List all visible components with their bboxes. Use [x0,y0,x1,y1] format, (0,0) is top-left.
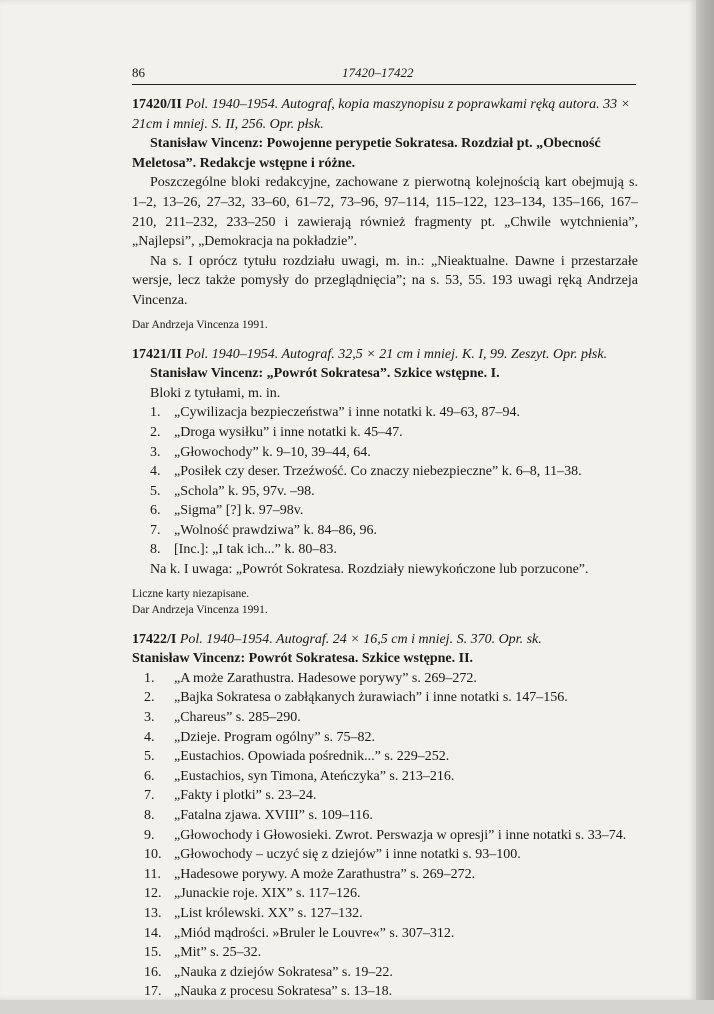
item-text: „Wolność prawdziwa” k. 84–86, 96. [174,522,377,538]
list-item [132,521,638,541]
item-number: 6. [150,503,161,519]
entry-title: Stanisław Vincenz: „Powrót Sokratesa”. Szkice wstępne. I. [150,366,500,382]
entry-meta: Pol. 1940–1954. Autograf. 24 × 16,5 cm i mniej. S. 370. Opr. sk. [179,631,542,647]
item-number: 8. [150,542,161,558]
entry-id: 17420/II [132,97,182,112]
list-item [132,845,638,865]
list-item [132,540,638,560]
list-item [132,688,638,708]
catalog-entry [132,95,638,333]
item-text: „Miód mądrości. »Bruler le Louvre«” s. 307–312. [174,925,455,941]
item-text: „Nauka z procesu Sokratesa” s. 13–18. [174,984,393,1000]
item-text: [Inc.]: „I tak ich...” k. 80–83. [174,542,337,558]
entry-note: Liczne karty niezapisane. [132,587,250,600]
item-text: „Posiłek czy deser. Trzeźwość. Co znaczy niebezpieczne” k. 6–8, 11–38. [174,464,582,480]
item-number: 1. [144,670,155,686]
entry-id: 17422/I [132,631,177,647]
list-item [132,806,638,826]
entry-header [132,345,638,365]
item-text: „Sigma” [?] k. 97–98v. [174,503,304,519]
list-item [132,963,638,983]
item-text: „Junackie roje. XIX” s. 117–126. [174,886,361,902]
item-number: 7. [150,522,161,538]
list-item [132,865,638,885]
item-number: 5. [150,483,161,499]
item-text: „List królewski. XX” s. 127–132. [174,905,363,921]
list-item [132,728,638,748]
item-text: „Fatalna zjawa. XVIII” s. 109–116. [174,808,373,823]
item-number: 7. [144,788,155,804]
list-item [132,708,638,728]
item-text: „Eustachios. Opowiada pośrednik...” s. 229–252. [174,749,450,765]
item-number: 14. [144,925,162,941]
list-item [132,982,638,1002]
item-text: „A może Zarathustra. Hadesowe porywy” s. 269–272. [174,670,477,686]
item-number: 16. [144,964,162,980]
item-text: „Cywilizacja bezpieczeństwa” i inne notatki k. 49–63, 87–94. [174,405,521,421]
list-item [132,943,638,963]
item-text: „Droga wysiłku” i inne notatki k. 45–47. [174,424,403,440]
item-text: „Schola” k. 95, 97v. –98. [174,483,315,499]
list-item [132,747,638,767]
entry-remark: Na k. I uwaga: „Powrót Sokratesa. Rozdziały niewykończone lub porzucone”. [150,562,589,578]
list-item [132,767,638,787]
item-number: 4. [144,729,155,745]
item-text: „Bajka Sokratesa o zabłąkanych żurawiach” i inne notatki s. 147–156. [174,690,568,706]
item-number: 1. [150,405,161,421]
entry-note: Dar Andrzeja Vincenza 1991. [132,603,268,616]
running-header [132,64,636,85]
item-number: 5. [144,749,155,765]
entry-meta: Pol. 1940–1954. Autograf. 32,5 × 21 cm i mniej. K. I, 99. Zeszyt. Opr. płsk. [185,346,608,362]
list-item [132,403,638,423]
item-list [132,403,638,560]
item-number: 3. [150,444,161,460]
item-number: 11. [144,866,161,882]
entry-note: Dar Andrzeja Vincenza 1991. [132,318,268,331]
list-item [132,826,638,846]
item-text: „Nauka z dziejów Sokratesa” s. 19–22. [174,964,393,980]
item-number: 8. [144,808,155,823]
item-number: 3. [144,710,155,726]
list-item [132,482,638,502]
item-list [132,669,638,1002]
item-text: „Hadesowe porywy. A może Zarathustra” s. 269–272. [174,866,476,882]
item-text: „Fakty i plotki” s. 23–24. [174,788,317,804]
item-number: 6. [144,768,155,784]
item-number: 12. [144,886,162,902]
item-number: 9. [144,827,155,843]
item-number: 2. [150,424,161,440]
entry-header [132,95,638,134]
entry-title: Stanisław Vincenz: Powojenne perypetie Sokratesa. Rozdział pt. „Obecność Meletosa”. Redakcje wstępne i różne. [132,136,601,171]
list-item [132,443,638,463]
item-number: 4. [150,464,161,480]
catalog-entry [132,345,638,618]
list-item [132,786,638,806]
item-text: „Chareus” s. 285–290. [174,710,301,726]
page-number: 86 [132,65,145,80]
list-item [132,423,638,443]
catalog-content [132,95,638,1014]
entry-paragraph: Poszczególne bloki redakcyjne, zachowane z pierwotną kolejnością kart obejmują s. 1–2, 13–26, 27–32, 33–60, 61–72, 73–96, 97–114, 115–122, 123–134, 135–166, 167–210, 211–232, 233–250 i zawierają również fragmenty pt. „Chwile wytchnienia”, „Najlepsi”, „Demokracja na pokładzie”. [132,175,638,250]
item-text: „Mit” s. 25–32. [174,945,262,961]
entry-paragraph: Na s. I oprócz tytułu rozdziału uwagi, m. in.: „Nieaktualne. Dawne i przestarzałe wersje, lecz także pomysły do przeglądnięcia”; na s. 53, 55. 193 uwagi ręką Andrzeja Vincenza. [132,253,638,308]
entry-header [132,630,638,650]
list-item [132,501,638,521]
list-item [132,924,638,944]
list-item [132,904,638,924]
item-number: 2. [144,690,155,706]
list-item [132,462,638,482]
list-item [132,669,638,689]
page-edge [696,0,714,1000]
item-number: 17. [144,984,162,1000]
entry-meta: Pol. 1940–1954. Autograf, kopia maszynopisu z poprawkami ręką autora. 33 × 21cm i mniej. S. II, 256. Opr. płsk. [132,97,631,132]
item-number: 13. [144,905,162,921]
entry-id: 17421/II [132,346,182,362]
item-text: „Głowochody i Głowosieki. Zwrot. Perswazja w opresji” i inne notatki s. 33–74. [174,827,627,843]
item-text: „Dzieje. Program ogólny” s. 75–82. [174,729,376,745]
entry-intro: Bloki z tytułami, m. in. [150,385,281,401]
item-text: „Głowochody – uczyć się z dziejów” i inne notatki s. 93–100. [174,847,521,863]
item-text: „Głowochody” k. 9–10, 39–44, 64. [174,444,371,460]
item-number: 10. [144,847,162,863]
item-text: „Eustachios, syn Timona, Ateńczyka” s. 213–216. [174,768,455,784]
running-title: 17420–17422 [342,65,414,80]
list-item [132,884,638,904]
catalog-entry [132,630,638,1002]
item-number: 15. [144,945,162,961]
entry-title: Stanisław Vincenz: Powrót Sokratesa. Szkice wstępne. II. [132,651,474,667]
